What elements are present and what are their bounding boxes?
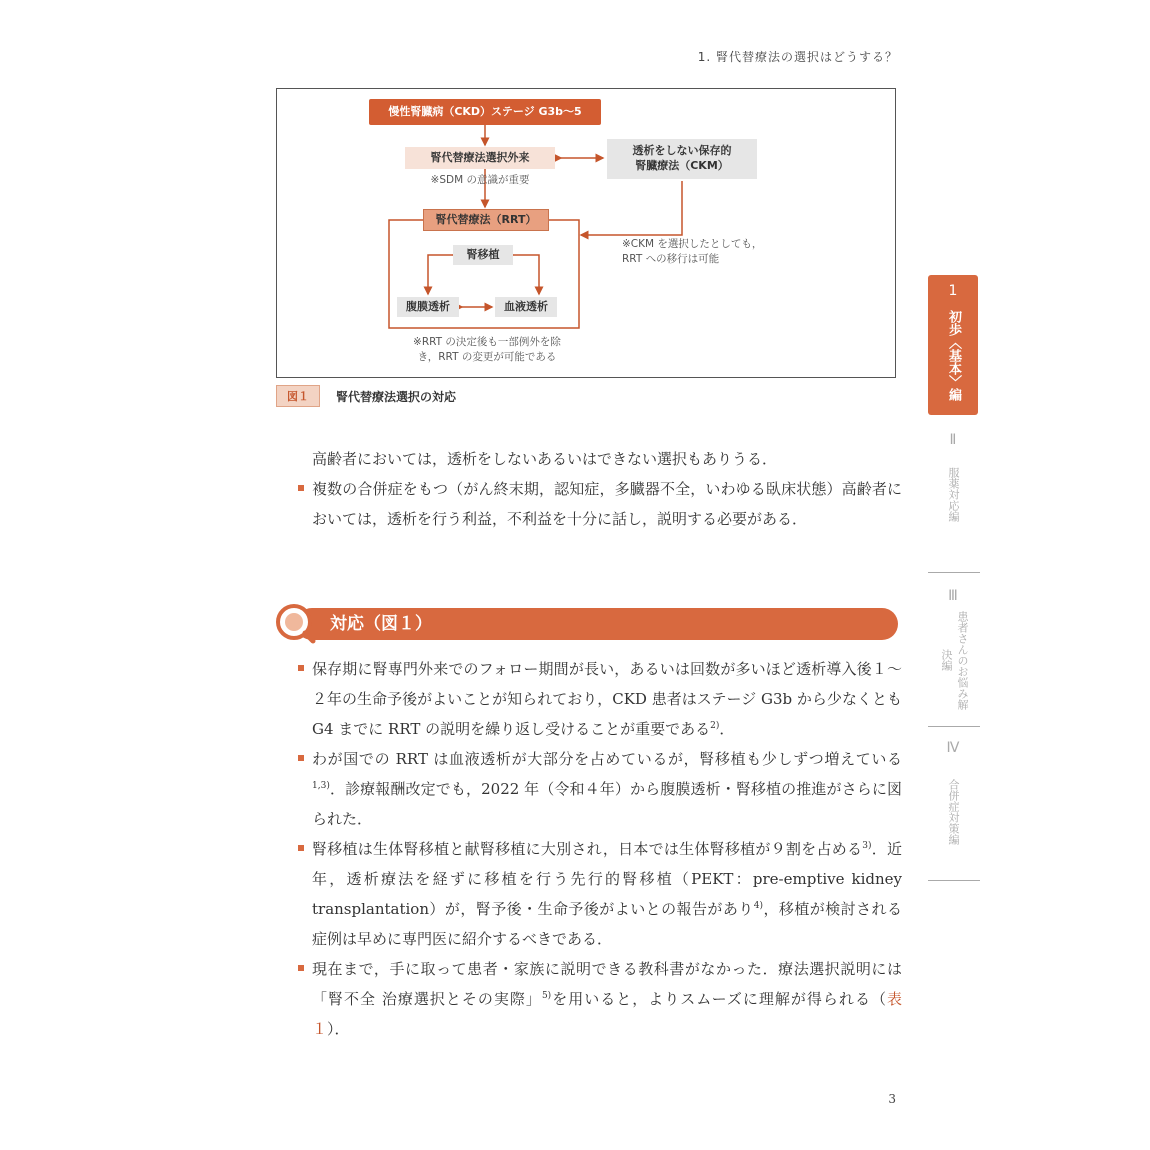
- bullet-4-text-c: ）．: [327, 1020, 350, 1038]
- node-peritoneal-dialysis: 腹膜透析: [397, 297, 459, 317]
- note-sdm: ※SDM の意識が重要: [430, 174, 530, 186]
- bullet-4-ref: 5): [541, 991, 552, 1001]
- bullet-3-text-a: 腎移植は生体腎移植と献腎移植に大別され，日本では生体腎移植が９割を占める: [312, 840, 863, 858]
- response-bullets: [312, 654, 902, 1044]
- side-tab-divider: [928, 572, 980, 573]
- magnifier-icon: [276, 604, 316, 644]
- bullet-3-text-b: ．近年，透析療法を経ずに移植を行う先行的腎移植（PEKT：pre-emptive kidney transplantation）が，腎予後・生命予後がよいとの報告があり: [312, 840, 902, 918]
- intro-bullet-text: 複数の合併症をもつ（がん終末期，認知症，多臓器不全，いわゆる臥床状態）高齢者においては，透析を行う利益，不利益を十分に話し，説明する必要がある．: [312, 480, 902, 528]
- bullet-square-icon: [298, 845, 304, 851]
- bullet-item-3: [312, 834, 902, 954]
- side-tab-patient-concerns-number: Ⅲ: [948, 588, 958, 604]
- section-title: 対応（図１）: [330, 614, 432, 634]
- side-tab-divider: [928, 726, 980, 727]
- figure-caption: [276, 386, 456, 406]
- side-tab-basic-number: 1: [948, 283, 958, 299]
- arrow-tx-to-pd: [428, 255, 453, 294]
- node-rrt-clinic: 腎代替療法選択外来: [405, 147, 555, 169]
- side-tab-complications[interactable]: [928, 740, 978, 870]
- node-ckd-stage: 慢性腎臓病（CKD）ステージ G3b〜5: [369, 99, 601, 125]
- bullet-square-icon: [298, 485, 304, 491]
- note-rrt-line2: き，RRT の変更が可能である: [417, 351, 557, 364]
- bullet-square-icon: [298, 965, 304, 971]
- arrow-ckm-to-rrt: [581, 181, 682, 235]
- arrow-tx-to-hd: [513, 255, 539, 294]
- bullet-1-end: ．: [719, 720, 735, 738]
- running-header: 1. 腎代替療法の選択はどうする？: [697, 50, 898, 64]
- side-tab-patient-concerns[interactable]: [928, 588, 978, 718]
- note-ckm: [622, 237, 822, 267]
- node-ckm-line1: 透析をしない保存的: [632, 144, 732, 158]
- node-ckm-line2: 腎臓療法（CKM）: [635, 159, 729, 172]
- bullet-item-1: [312, 654, 902, 744]
- bullet-1-ref: 2): [710, 721, 720, 731]
- note-rrt-line1: ※RRT の決定後も一部例外を除: [413, 336, 561, 348]
- node-ckm: [607, 139, 757, 179]
- bullet-3-ref-2: 4): [753, 901, 763, 911]
- table-reference[interactable]: 表１: [312, 990, 902, 1038]
- intro-block: [312, 444, 902, 534]
- intro-line: 高齢者においては，透析をしないあるいはできない選択もありうる．: [312, 450, 778, 468]
- bullet-2-ref: 1,3): [312, 781, 330, 791]
- bullet-2-text-a: わが国での RRT は血液透析が大部分を占めているが，腎移植も少しずつ増えている: [312, 750, 902, 768]
- figure-diagram: [276, 88, 896, 378]
- bullet-2-text-b: ．診療報酬改定でも，2022 年（令和４年）から腹膜透析・腎移植の推進がさらに図られた．: [312, 780, 902, 828]
- node-rrt: 腎代替療法（RRT）: [423, 209, 549, 231]
- side-tab-medication-number: Ⅱ: [949, 432, 957, 448]
- bullet-3-ref-1: 3): [862, 841, 872, 851]
- note-ckm-line2: RRT への移行は可能: [622, 253, 720, 266]
- side-tab-patient-concerns-label: 患者さんのお悩み解決編: [940, 610, 969, 710]
- caption-label: 図１: [276, 385, 320, 407]
- side-tab-complications-label: 合併症対策編: [947, 779, 960, 845]
- node-hemodialysis: 血液透析: [495, 297, 557, 317]
- bullet-4-text-b: を用いると，よりスムーズに理解が得られる（: [551, 990, 887, 1008]
- note-rrt: [377, 335, 597, 365]
- page-number: 3: [888, 1092, 896, 1106]
- side-tab-complications-number: Ⅳ: [946, 740, 960, 756]
- bullet-square-icon: [298, 665, 304, 671]
- side-tab-medication-label: 服薬対応編: [947, 466, 960, 522]
- side-tab-basic[interactable]: [928, 275, 978, 415]
- bullet-item-2: [312, 744, 902, 834]
- bullet-square-icon: [298, 755, 304, 761]
- bullet-3-text-c: ，移植が検討される症例は早めに専門医に紹介するべきである．: [312, 900, 902, 948]
- side-tab-divider: [928, 880, 980, 881]
- bullet-4-text-a: 現在まで，手に取って患者・家族に説明できる教科書がなかった．療法選択説明には「腎不全 治療選択とその実際」: [312, 960, 902, 1008]
- note-ckm-line1: ※CKM を選択したとしても，: [622, 238, 763, 250]
- bullet-item-4: [312, 954, 902, 1044]
- side-tab-basic-label: 初歩〈基本〉編: [946, 309, 961, 401]
- caption-title: 腎代替療法選択の対応: [336, 389, 457, 404]
- intro-bullet: [312, 474, 902, 534]
- side-tab-medication[interactable]: [928, 432, 978, 542]
- bullet-1-text: 保存期に腎専門外来でのフォロー期間が長い，あるいは回数が多いほど透析導入後１〜２年の生命予後がよいことが知られており，CKD 患者はステージ G3b から少なくとも G4 までに RRT の説明を繰り返し受けることが重要である: [312, 660, 902, 738]
- node-kidney-transplant: 腎移植: [453, 245, 513, 265]
